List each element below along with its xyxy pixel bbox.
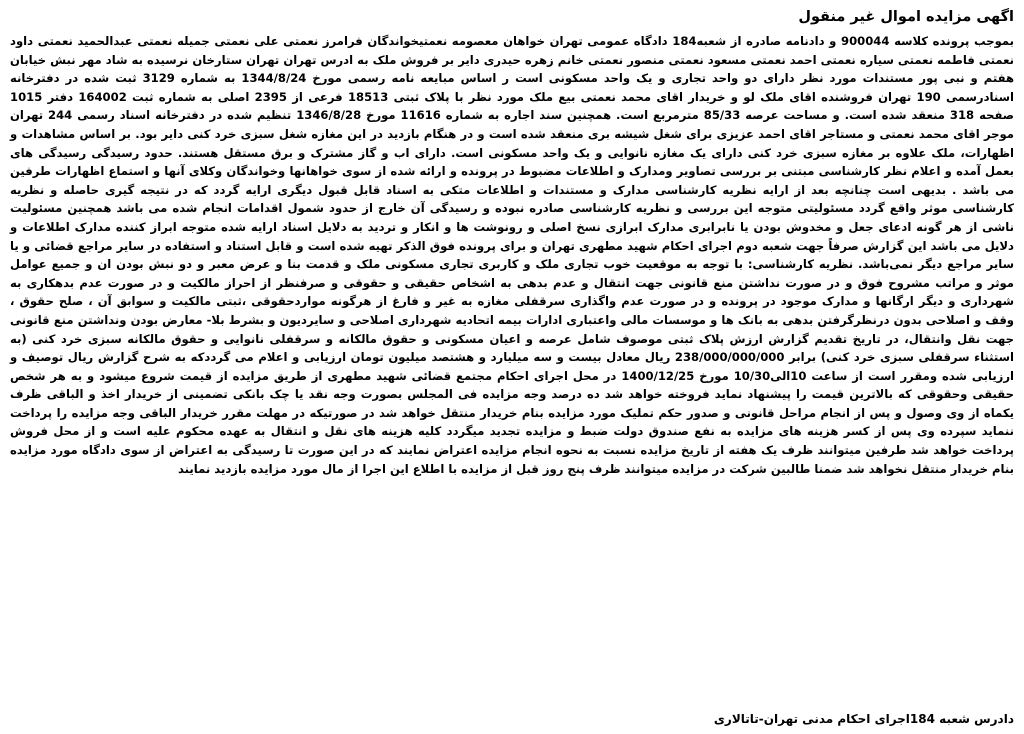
notice-body: بموجب پرونده کلاسه 900044 و دادنامه صادره از شعبه184 دادگاه عمومی تهران خواهان معصومه نعمتیخواندگان فرامرز نعمتی علی نعمتی جمیله نعمتی عبدالحمید نعمتی داود نعمتی فاطمه نعمتی سیاره نعمتی احمد نعمتی مسعود نعمتی منصور نعمتی خانم زهره حیدری دایر بر فروش ملک به ادرس تهران تهران ستارخان نرسیده به شاد مهر نبش خیابان هفتم و نبی پور مستندات مورد نظر دارای دو واحد تجاری و یک واحد مسکونی است ر اساس مبایعه نامه رسمی مورخ 1344/8/24 به شماره 3129 ثبت شده در دفترخانه اسنادرسمی 190 تهران فروشنده اقای ملک لو و خریدار اقای محمد نعمتی بیع ملک مورد نظر با پلاک ثبتی 18513 فرعی از 2395 اصلی به شماره ثبت 164002 دفتر 1015 صفحه 318 منعقد شده است. و مساحت عرصه 85/33 مترمربع است. همچنین سند اجاره به شماره 11616 مورخ 1346/8/28 تنظیم شده در دفترخانه اسناد رسمی 244 تهران موجر اقای محمد نعمتی و مستاجر اقای احمد عزیزی برای شغل شیشه بری منعقد شده است و در هنگام بازدید در این مغازه شغل سبزی خرد کنی دایر بود. بر اساس مشاهدات و اظهارات، ملک علاوه بر مغازه سبزی خرد کنی دارای یک مغازه نانوایی و یک واحد مسکونی است. دارای اب و گاز مشترک و برق مستقل هستند. حدود رسیدگی رسیدگی های بعمل آمده و اعلام نظر کارشناسی مبتنی بر بررسی تصاویر ومدارک و اطلاعات مضبوط در پرونده و ارائه شده از سوی خواهانها وخواندگان وکلای آنها و استماع اظهارات طرفین می باشد . بدیهی است چنانچه بعد از ارایه نظریه کارشناسی مدارک و مستندات و اطلاعات متکی به اسناد قابل قبول دیگری ارایه گردد که در نتیجه گیری حاصله و نظریه کارشناسی موثر واقع گردد مسئولیتی متوجه این بررسی و نظریه کارشناسی صادره نبوده و رسیدگی آن خارج از حدود شمول اقدامات انجام شده می باشد همچنین مسئولیت ناشی از هر گونه ادعای جعل و مخدوش بودن یا نابرابری مدارک ابرازی نسخ اصلی و رونوشت ها و انکار و تردید به دلایل اسناد ارایه شده متوجه ابراز کننده مدارک اطلاعات و دلایل می باشد این گزارش صرفاً جهت شعبه دوم اجرای احکام شهید مطهری تهران و برای پرونده فوق الذکر تهیه شده است و قابل استناد و استفاده در سایر مراجع قضائی و یا سایر مراجع دیگر نمی‌باشد. نظریه کارشناسی: با توجه به موقعیت خوب تجاری ملک و کاربری تجاری مسکونی ملک و قدمت بنا و عرض معبر و دو نبش بودن ان و جمیع عوامل موثر و مراتب مشروح فوق و در صورت نداشتن منع قانونی جهت انتقال و عدم بدهی به اشخاص حقیقی و حقوقی و صرفنظر از احراز مالکیت و در صورت عدم بدهکاری به شهرداری و دیگر ارگانها و مدارک موجود در پرونده و در صورت عدم واگذاری سرقفلی مغازه به غیر و فارغ از هرگونه مواردحقوقی ،ثبتی مالکیت و سوابق آن ، صلح حقوق ، وقف و اصلاحی بدون درنظرگرفتن بدهی به بانک ها و موسسات مالی واعتباری ادارات بیمه اتحادیه شهرداری اصلاحی و سایردیون و بشرط بلا- معارض بودن ونداشتن منع قانونی جهت نقل وانتقال، در تاریخ تقدیم گزارش ارزش پلاک ثبتی موصوف شامل عرصه و اعیان مسکونی و حقوق مالکانه و سرقفلی نانوایی و حقوق مالکانه سبزی خرد کنی (به استثناء سرقفلی سبزی خرد کنی) برابر 238/000/000/000 ریال معادل بیست و سه میلیارد و هشتصد میلیون تومان ارزیابی و اعلام می گرددکه به شرح گزارش ریال توصیف و ارزیابی شده ومقرر است از ساعت 10الی10/30 مورخ 1400/12/25 در محل اجرای احکام مجتمع قضائی شهید مطهری از طریق مزایده از قیمت شروع میشود و به هر شخص حقیقی وحقوقی که بالاترین قیمت را پیشنهاد نماید فروخته خواهد شد ده درصد وجه مزایده فی المجلس بصورت وجه نقد یا چک بانکی تضمینی از خریدار اخذ و الباقی ظرف یکماه از وی وصول و پس از انجام مراحل قانونی و صدور حکم تملیک مورد مزایده بنام خریدار منتقل خواهد شد در صورتیکه در مهلت مقرر خریدار الباقی وجه مزایده را پرداخت ننماید سپرده وی پس از کسر هزینه های مزایده به نفع صندوق دولت ضبط و مزایده تجدید میگردد کلیه هزینه های نقل و انتقال به عهده محکوم علیه است و از محل فروش پرداخت خواهد شد طرفین میتوانند ظرف یک هفته از تاریخ مزایده نسبت به نحوه انجام مزایده اعتراض نمایند که در این صورت تا رسیدگی به اعتراض از سوی دادگاه مورد مزایده بنام خریدار منتقل نخواهد شد ضمنا طالبین شرکت در مزایده میتوانند ظرف پنج روز قبل از مزایده با اطلاع این اجرا از مال مورد مزایده بازدید نمایند <box>10 34 1015 476</box>
notice-signature: دادرس شعبه 184اجرای احکام مدنی تهران-تاتالاری <box>713 712 1014 726</box>
notice-title: اگهی مزایده اموال غیر منقول <box>798 9 1014 25</box>
